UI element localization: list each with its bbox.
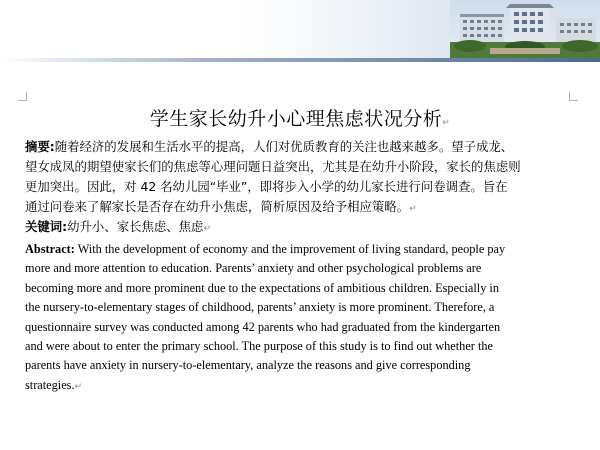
keywords-label: 关键词: — [25, 219, 68, 234]
paragraph-mark: ↵ — [409, 204, 417, 214]
abstract-en-text: the nursery-to-elementary stages of childhood, parents’ anxiety is more prominent. Therefore, a — [25, 300, 495, 315]
abstract-en-text: becoming more and more prominent due to the expectations of ambitious children. Especially in — [25, 280, 499, 295]
abstract-cn-line-4 — [25, 197, 573, 219]
abstract-cn-label: 摘要: — [25, 139, 55, 154]
header-rule — [0, 58, 600, 62]
keywords-text: 幼升小、家长焦虑、焦虑 — [67, 219, 204, 234]
abstract-en-text: strategies. — [25, 377, 75, 392]
abstract-cn-text: 通过问卷来了解家长是否存在幼升小焦虑，简析原因及给予相应策略。 — [25, 199, 410, 214]
margin-corner-top-left — [18, 92, 27, 101]
abstract-en-text: With the development of economy and the improvement of living standard, people pay — [74, 242, 506, 256]
abstract-cn-line-2 — [25, 157, 573, 177]
abstract-cn-text: 望女成凤的期望使家长们的焦虑等心理问题日益突出，尤其是在幼升小阶段，家长的焦虑则 — [25, 159, 521, 174]
campus-photo — [450, 0, 600, 62]
abstract-en-text: and were about to enter the primary school. The purpose of this study is to find out whether the — [25, 339, 493, 353]
abstract-en-line-2 — [25, 259, 577, 278]
abstract-en-line-4 — [25, 298, 577, 317]
abstract-en-text: parents have anxiety in nursery-to-elementary, analyze the reasons and give corresponding — [25, 358, 471, 373]
title-text: 学生家长幼升小心理焦虑状况分析 — [149, 108, 443, 130]
abstract-en-line-7 — [25, 356, 577, 375]
abstract-cn-line-1 — [25, 137, 573, 157]
header-banner — [0, 0, 600, 62]
abstract-en-line-1 — [25, 240, 577, 259]
abstract-en-text: more and more attention to education. Parents’ anxiety and other psychological problems are — [25, 261, 482, 276]
keywords-line — [25, 217, 573, 239]
abstract-en-text: questionnaire survey was conducted among 42 parents who had graduated from the kindergarten — [25, 319, 501, 334]
abstract-en-line-5 — [25, 318, 577, 337]
abstract-cn-text: 更加突出。因此，对 42 名幼儿园“毕业”，即将步入小学的幼儿家长进行问卷调查。旨在 — [25, 179, 508, 194]
paragraph-mark: ↵ — [442, 118, 451, 128]
abstract-cn-line-3 — [25, 177, 573, 197]
paragraph-mark: ↵ — [74, 381, 83, 392]
document-title — [0, 104, 600, 131]
abstract-en-line-3 — [25, 279, 577, 298]
abstract-cn-text: 随着经济的发展和生活水平的提高，人们对优质教育的关注也越来越多。望子成龙、 — [54, 139, 514, 154]
abstract-en-label: Abstract: — [25, 242, 75, 256]
paragraph-mark: ↵ — [203, 224, 211, 234]
abstract-en-line-6 — [25, 337, 577, 356]
abstract-en-line-8 — [25, 376, 577, 397]
margin-corner-top-right — [569, 92, 578, 101]
